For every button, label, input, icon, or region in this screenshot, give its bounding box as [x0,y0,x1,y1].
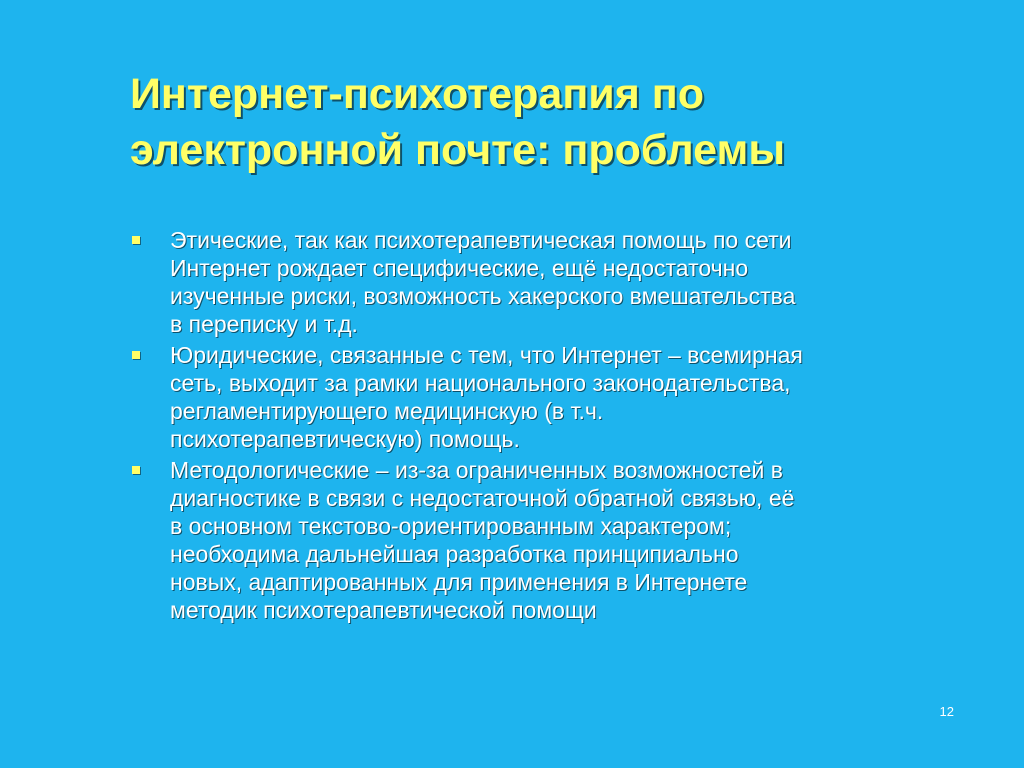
bullet-item-ethical [132,226,962,338]
bullet-text-line: в переписку и т.д. [170,311,358,337]
slide-title [130,66,950,178]
bullet-text-line: психотерапевтическую) помощь. [170,426,520,452]
bullet-item-methodological [132,456,962,624]
bullet-text-line: в основном текстово-ориентированным характером; [170,513,732,539]
bullet-text-line: Этические, так как психотерапевтическая помощь по сети [170,227,792,253]
bullet-text-line: изученные риски, возможность хакерского вмешательства [170,283,796,309]
square-bullet-icon [132,466,140,474]
square-bullet-icon [132,351,140,359]
bullet-text-line: необходима дальнейшая разработка принципиально [170,541,739,567]
bullet-list [132,226,962,627]
slide-title-line-1: Интернет-психотерапия по [130,70,705,118]
square-bullet-icon [132,236,140,244]
bullet-item-legal [132,341,962,453]
bullet-text-line: Методологические – из-за ограниченных возможностей в [170,457,783,483]
bullet-text-line: методик психотерапевтической помощи [170,597,597,623]
bullet-text-line: сеть, выходит за рамки национального законодательства, [170,370,791,396]
bullet-text-line: диагностике в связи с недостаточной обратной связью, её [170,485,795,511]
slide-title-line-2: электронной почте: проблемы [130,126,786,174]
bullet-text-line: Юридические, связанные с тем, что Интернет – всемирная [170,342,803,368]
bullet-text-line: Интернет рождает специфические, ещё недостаточно [170,255,749,281]
slide-number: 12 [939,704,954,719]
bullet-text-line: регламентирующего медицинскую (в т.ч. [170,398,604,424]
bullet-text-line: новых, адаптированных для применения в Интернете [170,569,748,595]
